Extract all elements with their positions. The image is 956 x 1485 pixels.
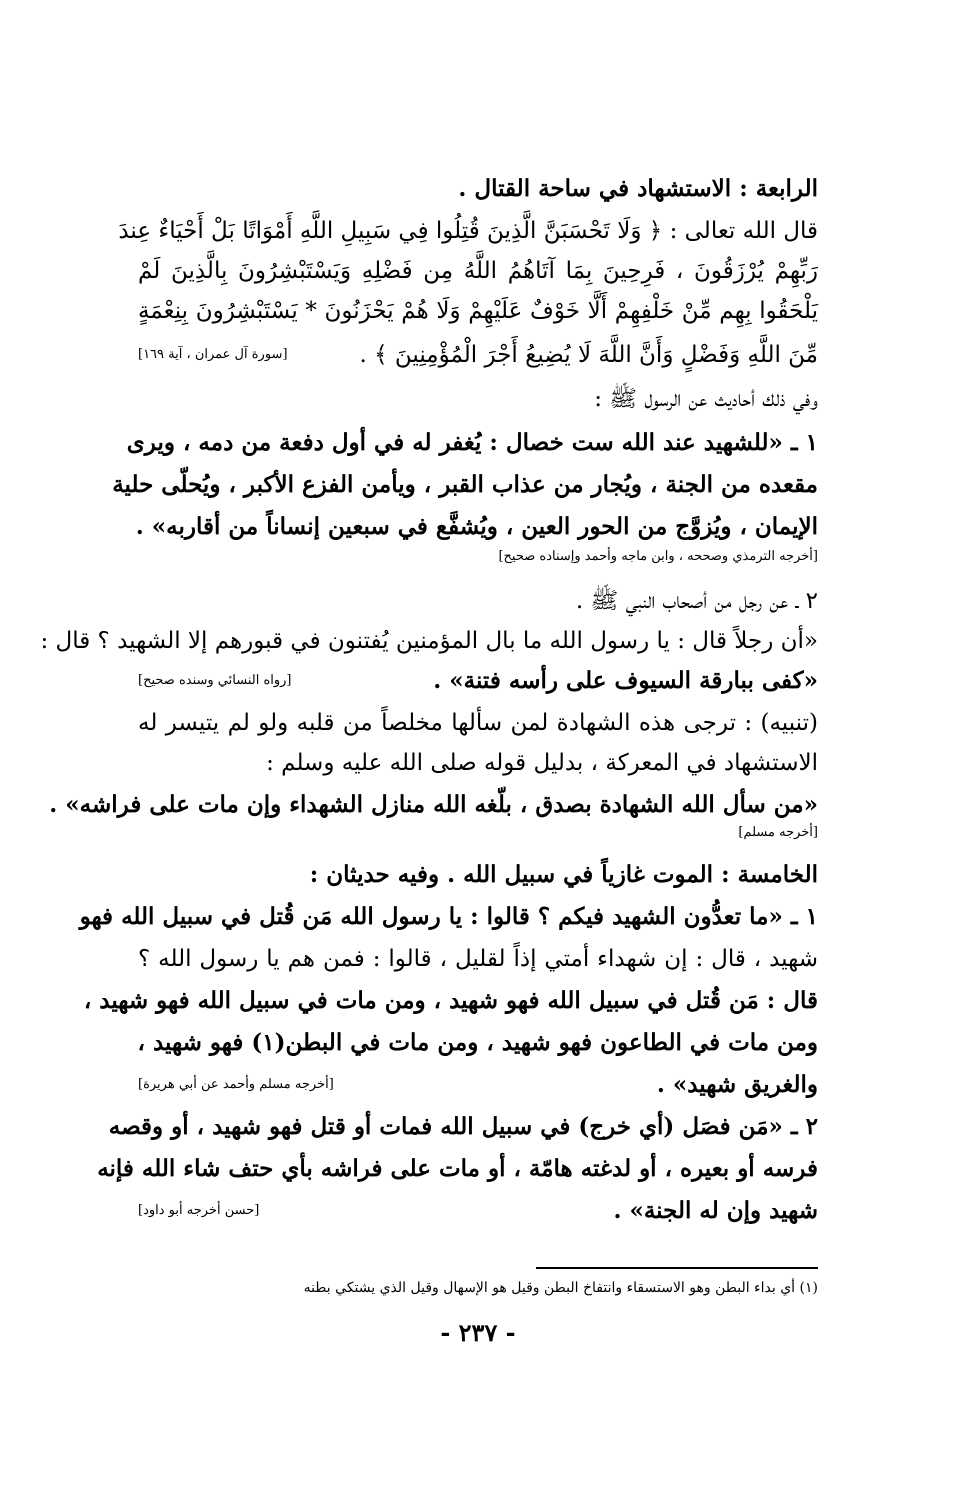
hadith-reference: [حسن أخرجه أبو داود]	[138, 1203, 260, 1218]
quran-verse-end-row	[138, 336, 818, 374]
hadith-reference: [أخرجه الترمذي وصححه ، وابن ماجه وأحمد وإسناده صحيح]	[498, 549, 818, 564]
section-heading-fifth: الخامسة : الموت غازياً في سبيل الله . وفيه حديثان :	[309, 861, 818, 888]
quran-verse-line: رَبِّهِمْ يُرْزَقُونَ ، فَرِحِينَ بِمَا آتَاهُمُ اللَّهُ مِن فَضْلِهِ وَيَسْتَبْشِرُونَ بِالَّذِينَ لَمْ	[138, 258, 818, 284]
note-line: (تنبيه) : ترجى هذه الشهادة لمن سألها مخلصاً من قلبه ولو لم يتيسر له	[138, 710, 818, 736]
hadith-line: والغريق شهيد» .	[656, 1071, 818, 1098]
hadith-intro: ٢ ـ عن رجل من أصحاب النبي ﷺ .	[575, 588, 818, 614]
hadith-reference: [أخرجه مسلم]	[738, 825, 818, 840]
hadith-line: فرسه أو بعيره ، أو لدغته هامّة ، أو مات على فراشه بأي حتف شاء الله فإنه	[97, 1155, 818, 1182]
hadith-line: ١ ـ «للشهيد عند الله ست خصال : يُغفر له في أول دفعة من دمه ، ويرى	[126, 429, 818, 456]
hadith-line: قال : مَن قُتل في سبيل الله فهو شهيد ، ومن مات في سبيل الله فهو شهيد ،	[83, 987, 818, 1014]
hadith-line: شهيد وإن له الجنة» .	[613, 1197, 818, 1224]
hadith-line: مقعده من الجنة ، ويُجار من عذاب القبر ، ويأمن الفزع الأكبر ، ويُحلّى حلية	[112, 471, 818, 498]
hadith-line: ومن مات في الطاعون فهو شهيد ، ومن مات في البطن(١) فهو شهيد ،	[137, 1029, 818, 1056]
section-heading-fourth: الرابعة : الاستشهاد في ساحة القتال .	[458, 175, 818, 202]
quran-verse-line: قال الله تعالى : ﴿ وَلَا تَحْسَبَنَّ الَّذِينَ قُتِلُوا فِي سَبِيلِ اللَّهِ أَمْوَاتًا بَلْ أَحْيَاءٌ عِندَ	[118, 218, 818, 244]
hadith-line: «كفى ببارقة السيوف على رأسه فتنة» .	[433, 667, 818, 694]
hadith-line: شهيد ، قال : إن شهداء أمتي إذاً لقليل ، قالوا : فمن هم يا رسول الله ؟	[138, 946, 818, 972]
hadith-intro: وفي ذلك أحاديث عن الرسول ﷺ :	[594, 386, 818, 412]
hadith-line: ٢ ـ «مَن فصَل (أي خرج) في سبيل الله فمات أو قتل فهو شهيد ، أو وقصه	[108, 1113, 818, 1140]
page-number: - ٢٣٧ -	[440, 1318, 516, 1347]
note-line: الاستشهاد في المعركة ، بدليل قوله صلى الله عليه وسلم :	[266, 750, 818, 776]
hadith-line: «من سأل الله الشهادة بصدق ، بلّغه الله منازل الشهداء وإن مات على فراشه» .	[49, 791, 818, 818]
quran-verse-line: يَلْحَقُوا بِهِم مِّنْ خَلْفِهِمْ أَلَّا خَوْفٌ عَلَيْهِمْ وَلَا هُمْ يَحْزَنُونَ * يَسْتَبْشِرُونَ بِنِعْمَةٍ	[138, 298, 818, 324]
footnote: (١) أي بداء البطن وهو الاستسقاء وانتفاخ البطن وقيل هو الإسهال وقيل الذي يشتكي بطنه	[303, 1280, 818, 1296]
hadith-line: الإيمان ، ويُزوَّج من الحور العين ، ويُشفَّع في سبعين إنساناً من أقاربه» .	[135, 513, 818, 540]
hadith-line: «أن رجلاً قال : يا رسول الله ما بال المؤمنين يُفتنون في قبورهم إلا الشهيد ؟ قال :	[40, 628, 818, 654]
footnote-divider	[536, 1267, 818, 1269]
verse-reference: [سورة آل عمران ، آية ١٦٩]	[138, 347, 288, 362]
hadith-end-row	[138, 1066, 818, 1104]
hadith-answer-row	[138, 662, 818, 700]
hadith-end-row	[138, 1192, 818, 1230]
hadith-line: ١ ـ «ما تعدُّون الشهيد فيكم ؟ قالوا : يا رسول الله مَن قُتل في سبيل الله فهو	[79, 903, 818, 930]
hadith-reference: [رواه النسائي وسنده صحيح]	[138, 673, 292, 688]
hadith-reference: [أخرجه مسلم وأحمد عن أبي هريرة]	[138, 1077, 334, 1092]
quran-verse-line: مِّنَ اللَّهِ وَفَضْلٍ وَأَنَّ اللَّهَ لَا يُضِيعُ أَجْرَ الْمُؤْمِنِينَ ﴾ .	[359, 342, 818, 368]
